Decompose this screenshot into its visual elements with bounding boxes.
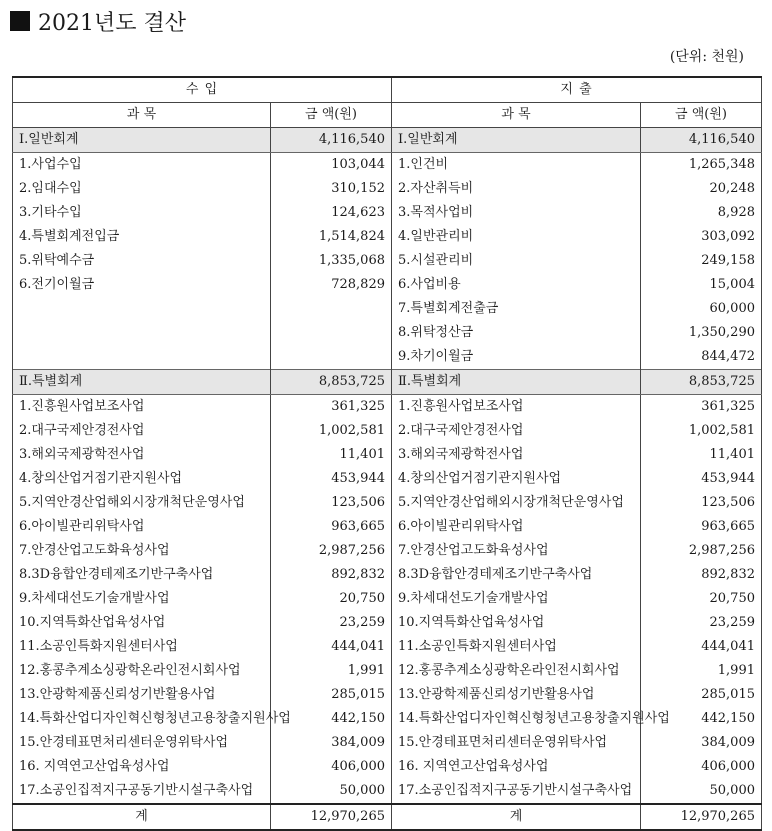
table-row: [13, 611, 762, 635]
expense-item-name: 3.목적사업비: [392, 201, 641, 225]
income-item-name: 5.위탁예수금: [13, 249, 271, 273]
income-item-value: 453,944: [271, 467, 392, 491]
income-item-value: 123,506: [271, 491, 392, 515]
expense-item-name: 1.진흥원사업보조사업: [392, 395, 641, 420]
table-row: [13, 225, 762, 249]
expense-item-name: 17.소공인집적지구공동기반시설구축사업: [392, 779, 641, 804]
expense-item-value: 384,009: [641, 731, 762, 755]
income-item-name: 1.사업수입: [13, 153, 271, 178]
income-total-label: 계: [13, 804, 271, 830]
expense-item-value: 11,401: [641, 443, 762, 467]
expense-header: 지 출: [392, 77, 762, 103]
expense-item-value: 453,944: [641, 467, 762, 491]
table-row: [13, 491, 762, 515]
expense-item-value: 123,506: [641, 491, 762, 515]
expense-item-name: 15.안경테표면처리센터운영위탁사업: [392, 731, 641, 755]
income-header: 수 입: [13, 77, 392, 103]
expense-item-name: 5.시설관리비: [392, 249, 641, 273]
expense-item-name: 2.대구국제안경전사업: [392, 419, 641, 443]
income-item-name: 4.특별회계전입금: [13, 225, 271, 249]
income-item-value: 444,041: [271, 635, 392, 659]
section-row: [13, 370, 762, 395]
expense-item-name: 11.소공인특화지원센터사업: [392, 635, 641, 659]
table-row: [13, 539, 762, 563]
income-item-name: 12.홍콩추계소싱광학온라인전시회사업: [13, 659, 271, 683]
income-item-name: 3.해외국제광학전사업: [13, 443, 271, 467]
expense-item-value: 444,041: [641, 635, 762, 659]
table-row: [13, 443, 762, 467]
income-item-name: 16. 지역연고산업육성사업: [13, 755, 271, 779]
black-square-icon: [10, 11, 30, 31]
expense-item-value: 303,092: [641, 225, 762, 249]
expense-item-value: 20,750: [641, 587, 762, 611]
income-item-value: 50,000: [271, 779, 392, 804]
income-item-value: 1,991: [271, 659, 392, 683]
expense-item-value: 8,928: [641, 201, 762, 225]
table-row: [13, 587, 762, 611]
expense-item-name: 10.지역특화산업육성사업: [392, 611, 641, 635]
expense-item-name: 2.자산취득비: [392, 177, 641, 201]
income-item-value: 285,015: [271, 683, 392, 707]
income-amount-header: 금 액(원): [271, 103, 392, 128]
expense-total-label: 계: [392, 804, 641, 830]
section-expense-name: Ⅱ.특별회계: [392, 370, 641, 395]
table-row: [13, 201, 762, 225]
expense-item-name: 8.3D융합안경테제조기반구축사업: [392, 563, 641, 587]
expense-item-value: 1,265,348: [641, 153, 762, 178]
expense-item-name: 8.위탁정산금: [392, 321, 641, 345]
expense-item-name: 4.일반관리비: [392, 225, 641, 249]
table-row: [13, 153, 762, 178]
expense-item-name: 12.홍콩추계소싱광학온라인전시회사업: [392, 659, 641, 683]
income-item-value: 23,259: [271, 611, 392, 635]
expense-item-value: 892,832: [641, 563, 762, 587]
table-row: [13, 755, 762, 779]
expense-item-name: 9.차기이월금: [392, 345, 641, 370]
income-item-value: 124,623: [271, 201, 392, 225]
table-row: [13, 707, 762, 731]
income-item-value: 406,000: [271, 755, 392, 779]
income-item-name: 6.전기이월금: [13, 273, 271, 297]
section-expense-total: 4,116,540: [641, 128, 762, 153]
expense-item-value: 963,665: [641, 515, 762, 539]
expense-item-value: 442,150: [641, 707, 762, 731]
document-title: [10, 6, 186, 36]
expense-item-value: 1,350,290: [641, 321, 762, 345]
income-item-name: [13, 297, 271, 321]
income-item-value: 384,009: [271, 731, 392, 755]
section-income-total: 8,853,725: [271, 370, 392, 395]
table-row: [13, 345, 762, 370]
total-row: [13, 804, 762, 830]
expense-item-value: 1,991: [641, 659, 762, 683]
income-item-value: 361,325: [271, 395, 392, 420]
table-row: [13, 273, 762, 297]
table-row: [13, 249, 762, 273]
income-item-value: 310,152: [271, 177, 392, 201]
table-row: [13, 395, 762, 420]
expense-item-name: 14.특화산업디자인혁신형청년고용창출지원사업: [392, 707, 641, 731]
expense-item-value: 23,259: [641, 611, 762, 635]
expense-item-name: 6.아이빌관리위탁사업: [392, 515, 641, 539]
unit-label: (단위: 천원): [669, 49, 744, 65]
table-row: [13, 321, 762, 345]
income-item-name: 7.안경산업고도화육성사업: [13, 539, 271, 563]
expense-item-value: 20,248: [641, 177, 762, 201]
income-item-name: 11.소공인특화지원센터사업: [13, 635, 271, 659]
expense-item-value: 406,000: [641, 755, 762, 779]
expense-amount-header: 금 액(원): [641, 103, 762, 128]
income-item-value: 963,665: [271, 515, 392, 539]
table-row: [13, 659, 762, 683]
table-row: [13, 297, 762, 321]
income-item-name: 15.안경테표면처리센터운영위탁사업: [13, 731, 271, 755]
table-row: [13, 419, 762, 443]
expense-item-value: 844,472: [641, 345, 762, 370]
income-item-name: 6.아이빌관리위탁사업: [13, 515, 271, 539]
income-item-name: 17.소공인집적지구공동기반시설구축사업: [13, 779, 271, 804]
table-row: [13, 635, 762, 659]
section-income-name: Ⅱ.특별회계: [13, 370, 271, 395]
table-row: [13, 177, 762, 201]
section-expense-total: 8,853,725: [641, 370, 762, 395]
income-item-value: [271, 297, 392, 321]
expense-item-name: 13.안광학제품신뢰성기반활용사업: [392, 683, 641, 707]
income-item-value: 11,401: [271, 443, 392, 467]
expense-item-name: 9.차세대선도기술개발사업: [392, 587, 641, 611]
expense-item-name: 4.창의산업거점기관지원사업: [392, 467, 641, 491]
income-item-name: 2.임대수입: [13, 177, 271, 201]
expense-item-name: 7.안경산업고도화육성사업: [392, 539, 641, 563]
income-item-value: 1,514,824: [271, 225, 392, 249]
table-row: [13, 515, 762, 539]
settlement-table: [12, 76, 762, 831]
expense-item-name: 7.특별회계전출금: [392, 297, 641, 321]
income-item-value: [271, 345, 392, 370]
expense-item-value: 2,987,256: [641, 539, 762, 563]
income-item-value: 1,335,068: [271, 249, 392, 273]
expense-item-value: 361,325: [641, 395, 762, 420]
income-item-value: 442,150: [271, 707, 392, 731]
income-item-name: [13, 321, 271, 345]
income-item-name: 10.지역특화산업육성사업: [13, 611, 271, 635]
income-item-name: [13, 345, 271, 370]
income-item-header: 과 목: [13, 103, 271, 128]
income-item-name: 13.안광학제품신뢰성기반활용사업: [13, 683, 271, 707]
income-item-name: 8.3D융합안경테제조기반구축사업: [13, 563, 271, 587]
expense-item-name: 6.사업비용: [392, 273, 641, 297]
table-row: [13, 779, 762, 804]
income-item-value: 20,750: [271, 587, 392, 611]
income-item-name: 14.특화산업디자인혁신형청년고용창출지원사업: [13, 707, 271, 731]
income-item-value: 103,044: [271, 153, 392, 178]
expense-item-value: 285,015: [641, 683, 762, 707]
expense-item-value: 249,158: [641, 249, 762, 273]
title-text: 2021년도 결산: [38, 10, 186, 36]
table-row: [13, 563, 762, 587]
subheader-row: [13, 103, 762, 128]
expense-grand-total: 12,970,265: [641, 804, 762, 830]
income-item-name: 2.대구국제안경전사업: [13, 419, 271, 443]
section-income-total: 4,116,540: [271, 128, 392, 153]
income-item-value: [271, 321, 392, 345]
expense-item-header: 과 목: [392, 103, 641, 128]
income-item-name: 4.창의산업거점기관지원사업: [13, 467, 271, 491]
income-item-name: 3.기타수입: [13, 201, 271, 225]
section-row: [13, 128, 762, 153]
table-body: [13, 128, 762, 805]
expense-item-value: 50,000: [641, 779, 762, 804]
expense-item-name: 16. 지역연고산업육성사업: [392, 755, 641, 779]
expense-item-value: 1,002,581: [641, 419, 762, 443]
section-expense-name: Ⅰ.일반회계: [392, 128, 641, 153]
income-item-name: 5.지역안경산업해외시장개척단운영사업: [13, 491, 271, 515]
income-item-value: 892,832: [271, 563, 392, 587]
income-item-value: 2,987,256: [271, 539, 392, 563]
expense-item-value: 15,004: [641, 273, 762, 297]
table-row: [13, 731, 762, 755]
income-item-name: 9.차세대선도기술개발사업: [13, 587, 271, 611]
expense-item-name: 1.인건비: [392, 153, 641, 178]
expense-item-value: 60,000: [641, 297, 762, 321]
income-item-value: 728,829: [271, 273, 392, 297]
income-grand-total: 12,970,265: [271, 804, 392, 830]
header-row: [13, 77, 762, 103]
expense-item-name: 5.지역안경산업해외시장개척단운영사업: [392, 491, 641, 515]
table-row: [13, 467, 762, 491]
expense-item-name: 3.해외국제광학전사업: [392, 443, 641, 467]
income-item-value: 1,002,581: [271, 419, 392, 443]
table-row: [13, 683, 762, 707]
income-item-name: 1.진흥원사업보조사업: [13, 395, 271, 420]
section-income-name: Ⅰ.일반회계: [13, 128, 271, 153]
